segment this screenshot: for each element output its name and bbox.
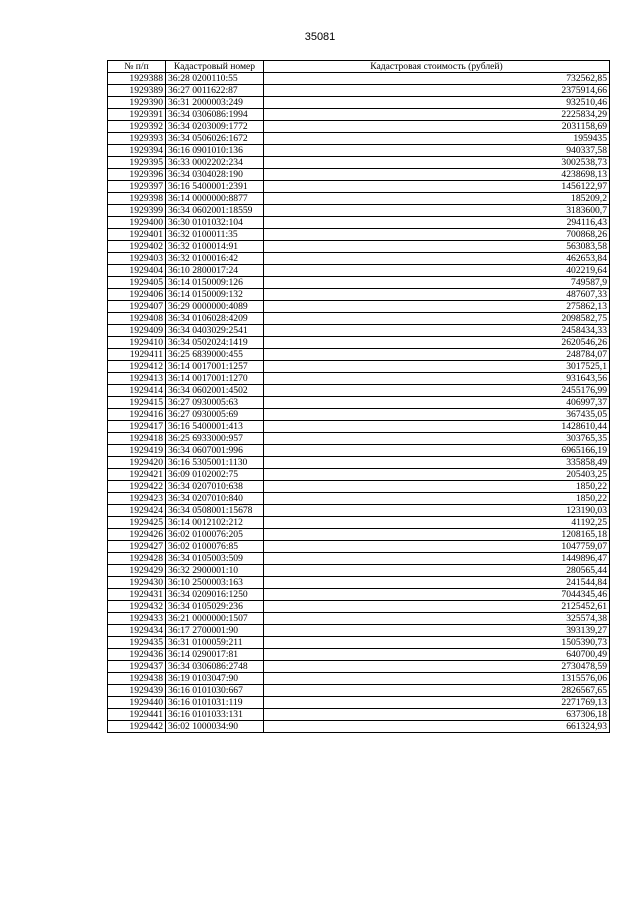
table-row	[108, 469, 610, 481]
cadastral-value-cell: 931643,56	[264, 373, 610, 385]
cadastral-value-cell: 2375914,66	[264, 85, 610, 97]
cadastral-number-cell: 36:14 0150009:132	[166, 289, 264, 301]
row-number-cell: 1929441	[108, 709, 166, 721]
cadastral-number-cell: 36:16 0101033:131	[166, 709, 264, 721]
cadastral-number-cell: 36:16 0901010:136	[166, 145, 264, 157]
row-number-cell: 1929438	[108, 673, 166, 685]
row-number-cell: 1929406	[108, 289, 166, 301]
table-row	[108, 145, 610, 157]
row-number-cell: 1929428	[108, 553, 166, 565]
table-row	[108, 589, 610, 601]
row-number-cell: 1929388	[108, 73, 166, 85]
row-number-cell: 1929414	[108, 385, 166, 397]
table-row	[108, 385, 610, 397]
row-number-cell: 1929390	[108, 97, 166, 109]
cadastral-value-cell: 1850,22	[264, 481, 610, 493]
row-number-cell: 1929401	[108, 229, 166, 241]
cadastral-value-cell: 303765,35	[264, 433, 610, 445]
table-row	[108, 445, 610, 457]
cadastral-value-cell: 2620546,26	[264, 337, 610, 349]
row-number-cell: 1929392	[108, 121, 166, 133]
cadastral-value-cell: 2455176,99	[264, 385, 610, 397]
row-number-cell: 1929394	[108, 145, 166, 157]
cadastral-number-cell: 36:09 0102002:75	[166, 469, 264, 481]
table-row	[108, 241, 610, 253]
row-number-cell: 1929436	[108, 649, 166, 661]
row-number-cell: 1929405	[108, 277, 166, 289]
row-number-cell: 1929397	[108, 181, 166, 193]
row-number-cell: 1929399	[108, 205, 166, 217]
cadastral-value-cell: 406997,37	[264, 397, 610, 409]
cadastral-number-cell: 36:16 5400001:413	[166, 421, 264, 433]
table-row	[108, 637, 610, 649]
row-number-cell: 1929442	[108, 721, 166, 733]
row-number-cell: 1929439	[108, 685, 166, 697]
cadastral-number-cell: 36:10 2500003:163	[166, 577, 264, 589]
table-row	[108, 553, 610, 565]
cadastral-value-cell: 700868,26	[264, 229, 610, 241]
row-number-cell: 1929421	[108, 469, 166, 481]
cadastral-number-cell: 36:34 0306086:2748	[166, 661, 264, 673]
row-number-cell: 1929440	[108, 697, 166, 709]
cadastral-number-cell: 36:27 0011622:87	[166, 85, 264, 97]
table-row	[108, 421, 610, 433]
cadastral-number-cell: 36:31 2000003:249	[166, 97, 264, 109]
table-row	[108, 109, 610, 121]
cadastral-number-cell: 36:34 0502024:1419	[166, 337, 264, 349]
table-row	[108, 457, 610, 469]
cadastral-number-cell: 36:34 0508001:15678	[166, 505, 264, 517]
cadastral-value-cell: 1428610,44	[264, 421, 610, 433]
cadastral-value-cell: 2125452,61	[264, 601, 610, 613]
cadastral-number-cell: 36:32 0100011:35	[166, 229, 264, 241]
row-number-cell: 1929430	[108, 577, 166, 589]
cadastral-value-cell: 241544,84	[264, 577, 610, 589]
cadastral-value-cell: 6965166,19	[264, 445, 610, 457]
cadastral-value-table	[107, 60, 610, 733]
cadastral-number-cell: 36:16 5400001:2391	[166, 181, 264, 193]
table-row	[108, 709, 610, 721]
row-number-cell: 1929422	[108, 481, 166, 493]
cadastral-number-cell: 36:31 0100059:211	[166, 637, 264, 649]
cadastral-number-cell: 36:34 0607001:996	[166, 445, 264, 457]
table-row	[108, 649, 610, 661]
cadastral-value-cell: 2098582,75	[264, 313, 610, 325]
row-number-cell: 1929437	[108, 661, 166, 673]
cadastral-number-cell: 36:34 0207010:840	[166, 493, 264, 505]
table-row	[108, 613, 610, 625]
cadastral-number-cell: 36:29 0000000:4089	[166, 301, 264, 313]
row-number-cell: 1929411	[108, 349, 166, 361]
table-row	[108, 337, 610, 349]
cadastral-number-cell: 36:34 0306086:1994	[166, 109, 264, 121]
cadastral-value-cell: 661324,93	[264, 721, 610, 733]
row-number-cell: 1929389	[108, 85, 166, 97]
cadastral-value-cell: 275862,13	[264, 301, 610, 313]
table-row	[108, 625, 610, 637]
header-cadastral-number: Кадастровый номер	[166, 61, 264, 73]
cadastral-value-cell: 325574,38	[264, 613, 610, 625]
cadastral-number-cell: 36:34 0106028:4209	[166, 313, 264, 325]
table-row	[108, 277, 610, 289]
cadastral-number-cell: 36:14 0150009:126	[166, 277, 264, 289]
row-number-cell: 1929395	[108, 157, 166, 169]
cadastral-value-cell: 2225834,29	[264, 109, 610, 121]
header-cadastral-value: Кадастровая стоимость (рублей)	[264, 61, 610, 73]
row-number-cell: 1929424	[108, 505, 166, 517]
cadastral-value-cell: 1449896,47	[264, 553, 610, 565]
cadastral-number-cell: 36:32 0100016:42	[166, 253, 264, 265]
cadastral-value-cell: 563083,58	[264, 241, 610, 253]
table-row	[108, 349, 610, 361]
row-number-cell: 1929419	[108, 445, 166, 457]
cadastral-value-cell: 2458434,33	[264, 325, 610, 337]
table-row	[108, 565, 610, 577]
row-number-cell: 1929418	[108, 433, 166, 445]
table-row	[108, 205, 610, 217]
cadastral-value-cell: 2826567,65	[264, 685, 610, 697]
table-row	[108, 409, 610, 421]
row-number-cell: 1929396	[108, 169, 166, 181]
cadastral-value-cell: 402219,64	[264, 265, 610, 277]
cadastral-number-cell: 36:34 0602001:18559	[166, 205, 264, 217]
row-number-cell: 1929423	[108, 493, 166, 505]
cadastral-number-cell: 36:16 0101030:667	[166, 685, 264, 697]
row-number-cell: 1929402	[108, 241, 166, 253]
table-row	[108, 577, 610, 589]
cadastral-value-cell: 462653,84	[264, 253, 610, 265]
cadastral-value-cell: 1047759,07	[264, 541, 610, 553]
table-row	[108, 397, 610, 409]
row-number-cell: 1929429	[108, 565, 166, 577]
page-number: 35081	[304, 31, 336, 43]
cadastral-value-cell: 280565,44	[264, 565, 610, 577]
cadastral-number-cell: 36:02 0100076:85	[166, 541, 264, 553]
row-number-cell: 1929391	[108, 109, 166, 121]
cadastral-number-cell: 36:27 0930005:69	[166, 409, 264, 421]
table-row	[108, 541, 610, 553]
row-number-cell: 1929435	[108, 637, 166, 649]
table-row	[108, 721, 610, 733]
row-number-cell: 1929431	[108, 589, 166, 601]
cadastral-number-cell: 36:19 0103047:90	[166, 673, 264, 685]
table-row	[108, 433, 610, 445]
cadastral-value-cell: 932510,46	[264, 97, 610, 109]
cadastral-value-cell: 3002538,73	[264, 157, 610, 169]
table-row	[108, 517, 610, 529]
cadastral-number-cell: 36:25 6839000:455	[166, 349, 264, 361]
cadastral-number-cell: 36:34 0304028:190	[166, 169, 264, 181]
cadastral-value-cell: 335858,49	[264, 457, 610, 469]
cadastral-value-cell: 4238698,13	[264, 169, 610, 181]
cadastral-number-cell: 36:14 0017001:1257	[166, 361, 264, 373]
cadastral-number-cell: 36:30 0101032:104	[166, 217, 264, 229]
row-number-cell: 1929400	[108, 217, 166, 229]
table-row	[108, 97, 610, 109]
table-row	[108, 121, 610, 133]
cadastral-value-cell: 2271769,13	[264, 697, 610, 709]
row-number-cell: 1929413	[108, 373, 166, 385]
table-row	[108, 661, 610, 673]
cadastral-value-cell: 749587,9	[264, 277, 610, 289]
table-row	[108, 265, 610, 277]
row-number-cell: 1929408	[108, 313, 166, 325]
cadastral-number-cell: 36:34 0602001:4502	[166, 385, 264, 397]
cadastral-number-cell: 36:34 0506026:1672	[166, 133, 264, 145]
cadastral-number-cell: 36:34 0209016:1250	[166, 589, 264, 601]
cadastral-value-cell: 1959435	[264, 133, 610, 145]
row-number-cell: 1929425	[108, 517, 166, 529]
cadastral-value-cell: 3183600,7	[264, 205, 610, 217]
cadastral-number-cell: 36:28 0200110:55	[166, 73, 264, 85]
row-number-cell: 1929398	[108, 193, 166, 205]
cadastral-number-cell: 36:14 0290017:81	[166, 649, 264, 661]
table-row	[108, 673, 610, 685]
cadastral-value-cell: 1850,22	[264, 493, 610, 505]
cadastral-value-cell: 294116,43	[264, 217, 610, 229]
table-row	[108, 493, 610, 505]
table-row	[108, 301, 610, 313]
row-number-cell: 1929434	[108, 625, 166, 637]
table-row	[108, 697, 610, 709]
cadastral-value-cell: 393139,27	[264, 625, 610, 637]
table-row	[108, 313, 610, 325]
row-number-cell: 1929432	[108, 601, 166, 613]
cadastral-number-cell: 36:17 2700001:90	[166, 625, 264, 637]
cadastral-value-cell: 205403,25	[264, 469, 610, 481]
table-row	[108, 217, 610, 229]
row-number-cell: 1929416	[108, 409, 166, 421]
cadastral-number-cell: 36:34 0403029:2541	[166, 325, 264, 337]
cadastral-value-cell: 41192,25	[264, 517, 610, 529]
cadastral-value-cell: 123190,03	[264, 505, 610, 517]
table-row	[108, 193, 610, 205]
row-number-cell: 1929409	[108, 325, 166, 337]
cadastral-number-cell: 36:25 6933000:957	[166, 433, 264, 445]
table-row	[108, 529, 610, 541]
cadastral-number-cell: 36:14 0000000:8877	[166, 193, 264, 205]
cadastral-value-cell: 640700,49	[264, 649, 610, 661]
cadastral-number-cell: 36:32 2900001:10	[166, 565, 264, 577]
table-row	[108, 685, 610, 697]
table-row	[108, 157, 610, 169]
cadastral-value-cell: 2031158,69	[264, 121, 610, 133]
row-number-cell: 1929417	[108, 421, 166, 433]
table-row	[108, 85, 610, 97]
cadastral-number-cell: 36:34 0105029:236	[166, 601, 264, 613]
row-number-cell: 1929415	[108, 397, 166, 409]
cadastral-number-cell: 36:02 1000034:90	[166, 721, 264, 733]
cadastral-number-cell: 36:32 0100014:91	[166, 241, 264, 253]
cadastral-value-cell: 7044345,46	[264, 589, 610, 601]
table-row	[108, 253, 610, 265]
row-number-cell: 1929407	[108, 301, 166, 313]
cadastral-number-cell: 36:21 0000000:1507	[166, 613, 264, 625]
cadastral-value-cell: 1208165,18	[264, 529, 610, 541]
table-body	[108, 73, 610, 733]
cadastral-number-cell: 36:34 0105003:509	[166, 553, 264, 565]
row-number-cell: 1929410	[108, 337, 166, 349]
cadastral-value-cell: 1505390,73	[264, 637, 610, 649]
table-row	[108, 73, 610, 85]
cadastral-number-cell: 36:10 2800017:24	[166, 265, 264, 277]
cadastral-number-cell: 36:27 0930005:63	[166, 397, 264, 409]
table-row	[108, 481, 610, 493]
table-row	[108, 373, 610, 385]
table-row	[108, 229, 610, 241]
cadastral-value-cell: 185209,2	[264, 193, 610, 205]
cadastral-value-cell: 367435,05	[264, 409, 610, 421]
cadastral-number-cell: 36:14 0017001:1270	[166, 373, 264, 385]
cadastral-value-cell: 1456122,97	[264, 181, 610, 193]
cadastral-value-cell: 248784,07	[264, 349, 610, 361]
table-row	[108, 325, 610, 337]
cadastral-value-cell: 487607,33	[264, 289, 610, 301]
cadastral-value-cell: 3017525,1	[264, 361, 610, 373]
cadastral-value-cell: 2730478,59	[264, 661, 610, 673]
row-number-cell: 1929403	[108, 253, 166, 265]
cadastral-number-cell: 36:34 0207010:638	[166, 481, 264, 493]
cadastral-value-cell: 637306,18	[264, 709, 610, 721]
cadastral-number-cell: 36:02 0100076:205	[166, 529, 264, 541]
cadastral-number-cell: 36:34 0203009:1772	[166, 121, 264, 133]
table-row	[108, 361, 610, 373]
table-header-row	[108, 61, 610, 73]
cadastral-number-cell: 36:33 0002202:234	[166, 157, 264, 169]
row-number-cell: 1929404	[108, 265, 166, 277]
header-row-number: № п/п	[108, 61, 166, 73]
row-number-cell: 1929433	[108, 613, 166, 625]
row-number-cell: 1929412	[108, 361, 166, 373]
table-row	[108, 505, 610, 517]
row-number-cell: 1929393	[108, 133, 166, 145]
row-number-cell: 1929426	[108, 529, 166, 541]
cadastral-number-cell: 36:14 0012102:212	[166, 517, 264, 529]
table-row	[108, 289, 610, 301]
table-row	[108, 601, 610, 613]
cadastral-number-cell: 36:16 0101031:119	[166, 697, 264, 709]
cadastral-value-cell: 940337,58	[264, 145, 610, 157]
row-number-cell: 1929420	[108, 457, 166, 469]
cadastral-value-cell: 1315576,06	[264, 673, 610, 685]
table-row	[108, 169, 610, 181]
cadastral-number-cell: 36:16 5305001:1130	[166, 457, 264, 469]
row-number-cell: 1929427	[108, 541, 166, 553]
table-row	[108, 181, 610, 193]
cadastral-value-cell: 732562,85	[264, 73, 610, 85]
table-row	[108, 133, 610, 145]
